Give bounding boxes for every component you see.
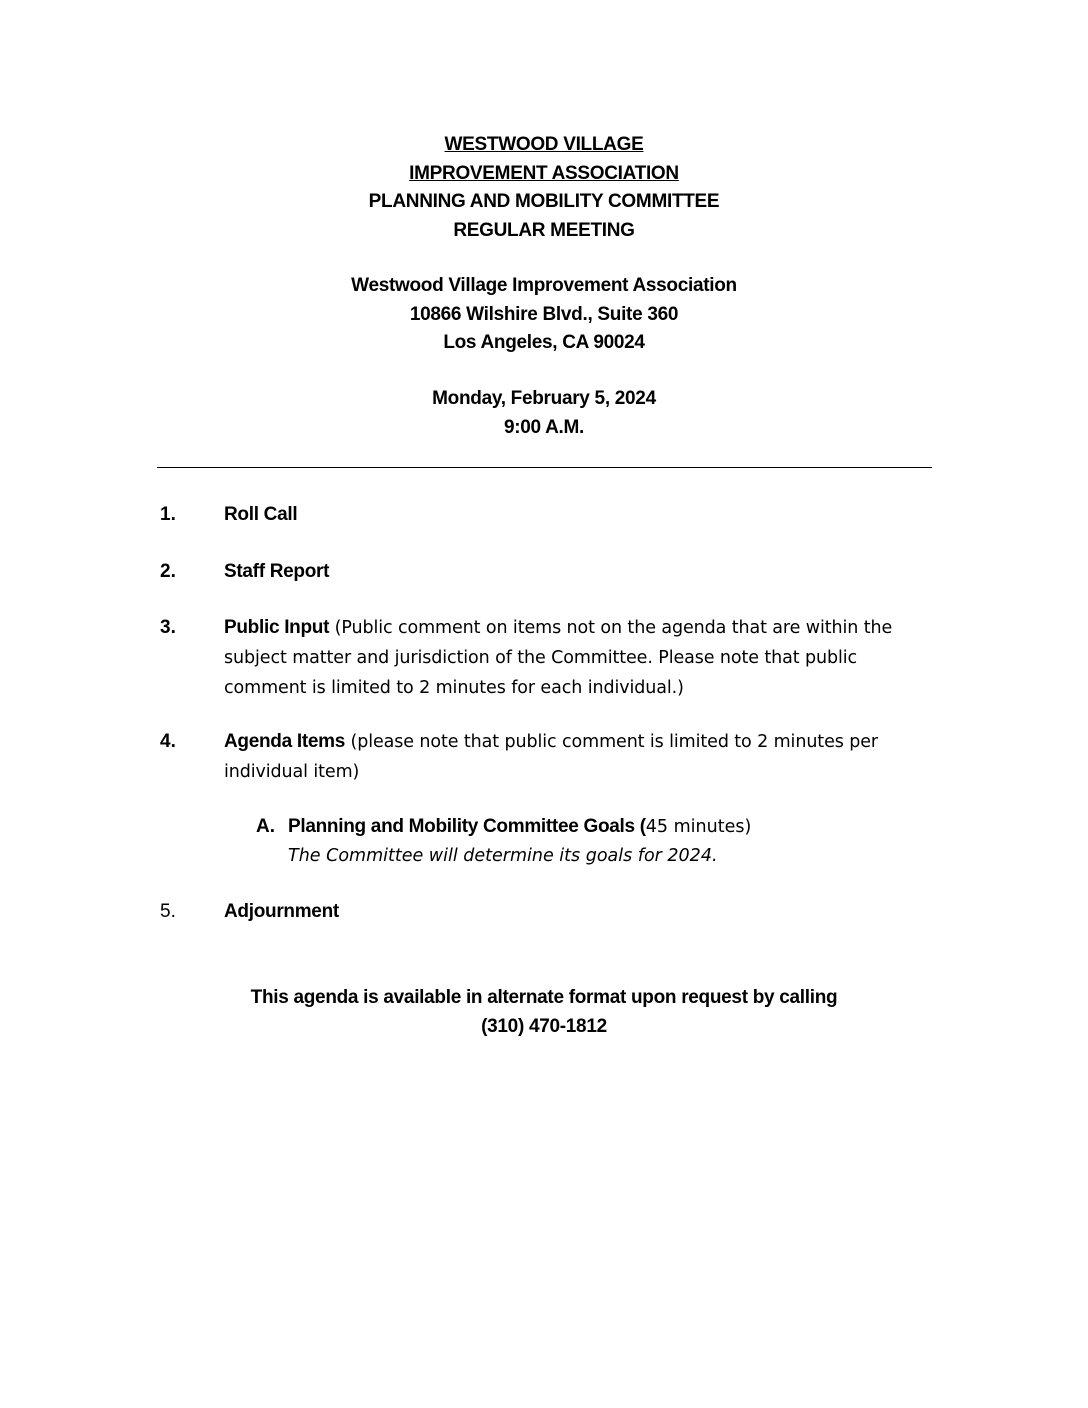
- agenda-item-body: [224, 897, 924, 926]
- header-line-4: REGULAR MEETING: [453, 219, 635, 241]
- agenda-item-number: 2.: [160, 561, 176, 582]
- header-line-2: IMPROVEMENT ASSOCIATION: [409, 162, 679, 184]
- agenda-item-body: [224, 557, 924, 586]
- agenda-item-description: (please note that public comment is limited to 2 minutes per individual item): [224, 732, 878, 782]
- footer-block: [0, 983, 1088, 1041]
- agenda-item-description: (Public comment on items not on the agenda that are within the subject matter and jurisdiction of the Committee. Please note that public comment is limited to 2 minutes for each individual.): [224, 618, 893, 698]
- divider-rule: [157, 467, 932, 468]
- agenda-item-title: Roll Call: [224, 504, 298, 525]
- agenda-item-title: Agenda Items: [224, 731, 345, 752]
- agenda-item-body: [224, 727, 924, 787]
- footer-phone: (310) 470-1812: [481, 1016, 607, 1037]
- agenda-item-number: 4.: [160, 731, 176, 752]
- agenda-subitem-heading: [256, 812, 916, 842]
- meeting-date: Monday, February 5, 2024: [432, 388, 656, 409]
- agenda-subitem-duration: 45 minutes): [645, 817, 752, 837]
- location-name: Westwood Village Improvement Association: [351, 275, 737, 296]
- agenda-item-number: 3.: [160, 617, 176, 638]
- header-line-1: WESTWOOD VILLAGE: [444, 134, 644, 155]
- agenda-subitem-letter: A.: [256, 816, 275, 837]
- agenda-item-number: 1.: [160, 504, 176, 525]
- footer-notice: This agenda is available in alternate format upon request by calling: [250, 987, 838, 1008]
- header-block: [0, 131, 1088, 245]
- agenda-item-title: Public Input: [224, 617, 330, 638]
- agenda-subitem-title: Planning and Mobility Committee Goals (: [288, 816, 646, 837]
- agenda-item-body: [224, 500, 924, 529]
- location-city: Los Angeles, CA 90024: [443, 332, 645, 353]
- datetime-block: [0, 385, 1088, 442]
- agenda-item-body: [224, 613, 924, 703]
- header-line-3: PLANNING AND MOBILITY COMMITTEE: [368, 191, 720, 212]
- agenda-item-title: Adjournment: [224, 901, 339, 922]
- meeting-time: 9:00 A.M.: [503, 416, 584, 438]
- agenda-subitem: [256, 812, 916, 871]
- location-street: 10866 Wilshire Blvd., Suite 360: [409, 303, 679, 325]
- location-block: [0, 272, 1088, 358]
- agenda-item-number: 5.: [160, 901, 176, 922]
- agenda-subitem-description: The Committee will determine its goals for 2024.: [288, 846, 718, 866]
- agenda-item-title: Staff Report: [224, 561, 330, 582]
